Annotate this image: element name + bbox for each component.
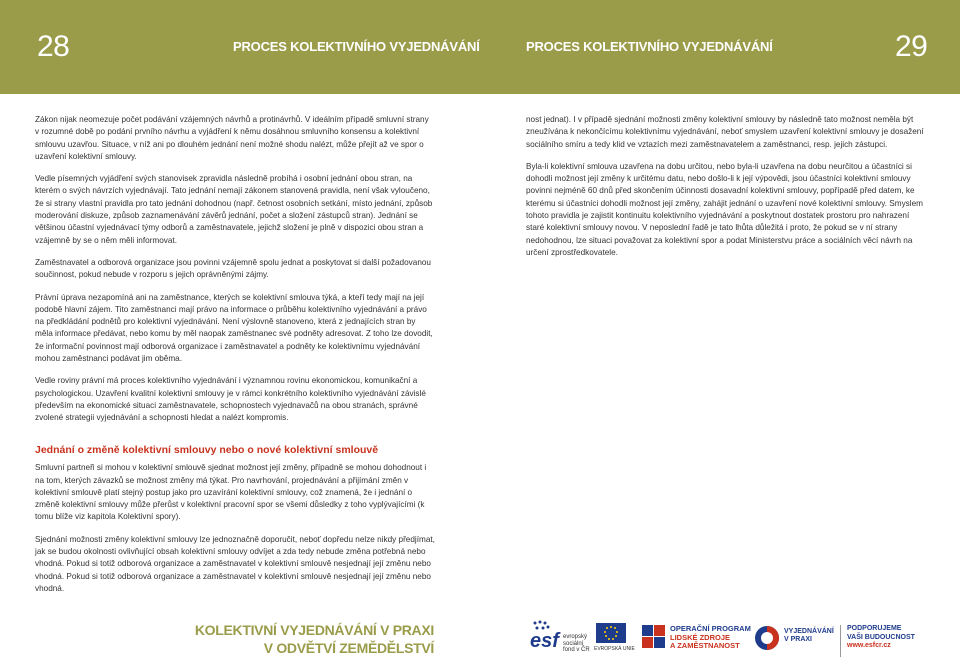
support-line2: VAŠI BUDOUCNOST [847,633,915,641]
esf-logo [530,620,592,656]
footer-title-line1: KOLEKTIVNÍ VYJEDNÁVÁNÍ V PRAXI [194,622,434,638]
project-circle-icon [754,625,780,651]
op-text [670,625,760,651]
paragraph: nost jednat). I v případě sjednání možnosti změny kolektivní smlouvy by následně tato možnost neměla být zneužívána k nekončícímu kolektivnímu vyjednávání, neboť smyslem uzavření kolektivní smlouvy je dosažení sociálního smíru a tedy klid ve vztazích mezi zaměstnavatelem a zaměstnanci, resp. jejich zástupci. [526,115,924,149]
right-column [526,114,924,269]
op-line2: LIDSKÉ ZDROJE [670,632,731,642]
right-running-title: PROCES KOLEKTIVNÍHO VYJEDNÁVÁNÍ [526,39,773,54]
eu-logo [594,623,634,656]
paragraph: Byla-li kolektivní smlouva uzavřena na dobu určitou, nebo byla-li uzavřena na dobu neurčitou a účastníci si dohodli možnost její změny k určitému datu, nebo došlo-li k její výpovědi, jsou účastníci kolektivní smlouvy povinni nejméně 60 dnů před skončením účinnosti dosavadní kolektivní smlouvy, popřípadě před datem, ke kterému si účastníci dohodli možnost její změny, zahájit jednání o uzavření nové kolektivní smlouvy. Smyslem tohoto pravidla je zajistit kontinuitu kolektivního vyjednávání a poskytnout dostatek prostoru pro nahrazení staré kolektivní smlouvy novou. V neposlední řadě je tato lhůta důležitá i proto, že pokud se v ní strany nedohodnou, lze situaci považovat za kolektivní spor a podat Ministerstvu práce a sociálních věcí návrh na určení zprostředkovatele. [526,161,923,257]
op-symbol-icon [642,625,666,651]
section-change-agreement [35,444,435,605]
footer-title [195,621,434,657]
project-logo [754,625,836,657]
esf-text: esf [530,630,559,652]
project-line1: VYJEDNÁVÁNÍ [784,628,834,635]
paragraph: Zákon nijak neomezuje počet podávání vzájemných návrhů a protinávrhů. V ideálním případě smluvní strany v rozumné době po podání prvního návrhu a vyjádření k němu dosáhnou smluvního konsensu a kolektivní smlouvu uzavřou. Situace, v níž ani po dlouhém jednání není možné shodu nalézt, může přejít až ve spor o uzavření kolektivní smlouvy. [35,115,429,161]
op-line1: OPERAČNÍ PROGRAM [670,624,751,633]
paragraph: Právní úprava nezapomíná ani na zaměstnance, kterých se kolektivní smlouva týká, a kteří tedy mají na její podobě hlavní zájem. Tito zaměstnanci mají právo na informace o průběhu kolektivního vyjednávání a právo na předkládání podnětů pro kolektivní vyjednávání. Není výslovně stanoveno, která z jednajících stran by měla informace předávat, nebo komu by měl naopak zaměstnanec své podněty adresovat. Z toho lze dovodit, že informační povinnost mají odborová organizace i zaměstnavatel a podněty ke kolektivnímu vyjednávání mohou zaměstnanci podávat jim oběma. [35,292,433,364]
support-text [847,625,915,651]
paragraph: Sjednání možnosti změny kolektivní smlouvy lze jednoznačně doporučit, neboť dopředu nelze nikdy předjímat, jak se budou okolnosti ovlivňující obsah kolektivní smlouvy odvíjet a zda tedy nebude změna potřebná nebo vhodná. Pokud si totiž odborová organizace a zaměstnavatel v kolektivní smlouvě nesjednají její změnu nebo vhodná. Pokud si totiž odborová organizace a zaměstnavatel v kolektivní smlouvě nesjednají její změnu nebo vhodná. [35,534,435,593]
support-line1: PODPORUJEME [847,625,902,632]
right-page-number: 29 [895,30,928,63]
paragraph: Vedle písemných vyjádření svých stanovisek zpravidla následně probíhá i osobní jednání obou stran, na kterém o svých návrzích vyjednávají. Tato jednání nemají zákonem stanovená pravidla, není však vyloučeno, že si strany vlastní pravidla pro tato jednání dohodnou (např. četnost osobních setkání, místo jednání, způsob moderování diskuze, způsob zaznamenávání závěrů jednání, počet a složení zástupců stran). Jednání se většinou účastní vyjednávací týmy odborů a zaměstnavatele, jejichž složení je plně v dispozici obou stran a vzájemně by se o něm měli informovat. [35,174,433,245]
paragraph: Smluvní partneři si mohou v kolektivní smlouvě sjednat možnost její změny, případně se mohou dohodnout i na tom, kterých závazků se možnost změny má týkat. Pro navrhování, projednávání a přijímání změn v kolektivní smlouvě platí stejný postup jako pro uzavírání kolektivní smlouvy, což znamená, že i jednání o změně kolektivní smlouvy může přerůst v kolektivní pracovní spor se všemi důsledky z toho vyplývajícími (k tomu blíže viz kapitola Kolektivní spory). [35,463,427,522]
left-page-number: 28 [37,30,70,63]
logo-strip [530,620,960,657]
footer-title-line2: V ODVĚTVÍ ZEMĚDĚLSTVÍ [263,640,434,656]
section-heading: Jednání o změně kolektivní smlouvy nebo o nové kolektivní smlouvě [35,444,379,456]
left-column [35,114,435,435]
op-line3: A ZAMĚSTNANOST [670,641,740,650]
support-logo [840,625,960,657]
project-text [784,628,834,644]
eu-flag-icon [596,623,626,643]
esf-caption: evropský sociální fond v ČR [563,634,590,653]
paragraph: Zaměstnavatel a odborová organizace jsou povinni vzájemně spolu jednat a poskytovat si další požadovanou součinnost, pokud nebude v rozporu s jejich oprávněnými zájmy. [35,257,431,280]
eu-caption: EVROPSKÁ UNIE [594,646,635,652]
support-url[interactable]: www.esfcr.cz [847,642,891,649]
paragraph: Vedle roviny právní má proces kolektivního vyjednávání i významnou rovinu ekonomickou, komunikační a psychologickou. Uzavření kvalitní kolektivní smlouvy je v rámci konkrétního kolektivního vyjednávání závislé především na ekonomické situaci zaměstnavatele, schopnostech vyjednavačů na obou stranách, správné zvolené strategii vyjednávání a schopnosti hledat a nalézt kompromis. [35,376,426,423]
project-line2: V PRAXI [784,636,813,643]
header-banner [0,0,960,94]
op-logo [642,625,752,657]
left-running-title: PROCES KOLEKTIVNÍHO VYJEDNÁVÁNÍ [233,39,480,54]
